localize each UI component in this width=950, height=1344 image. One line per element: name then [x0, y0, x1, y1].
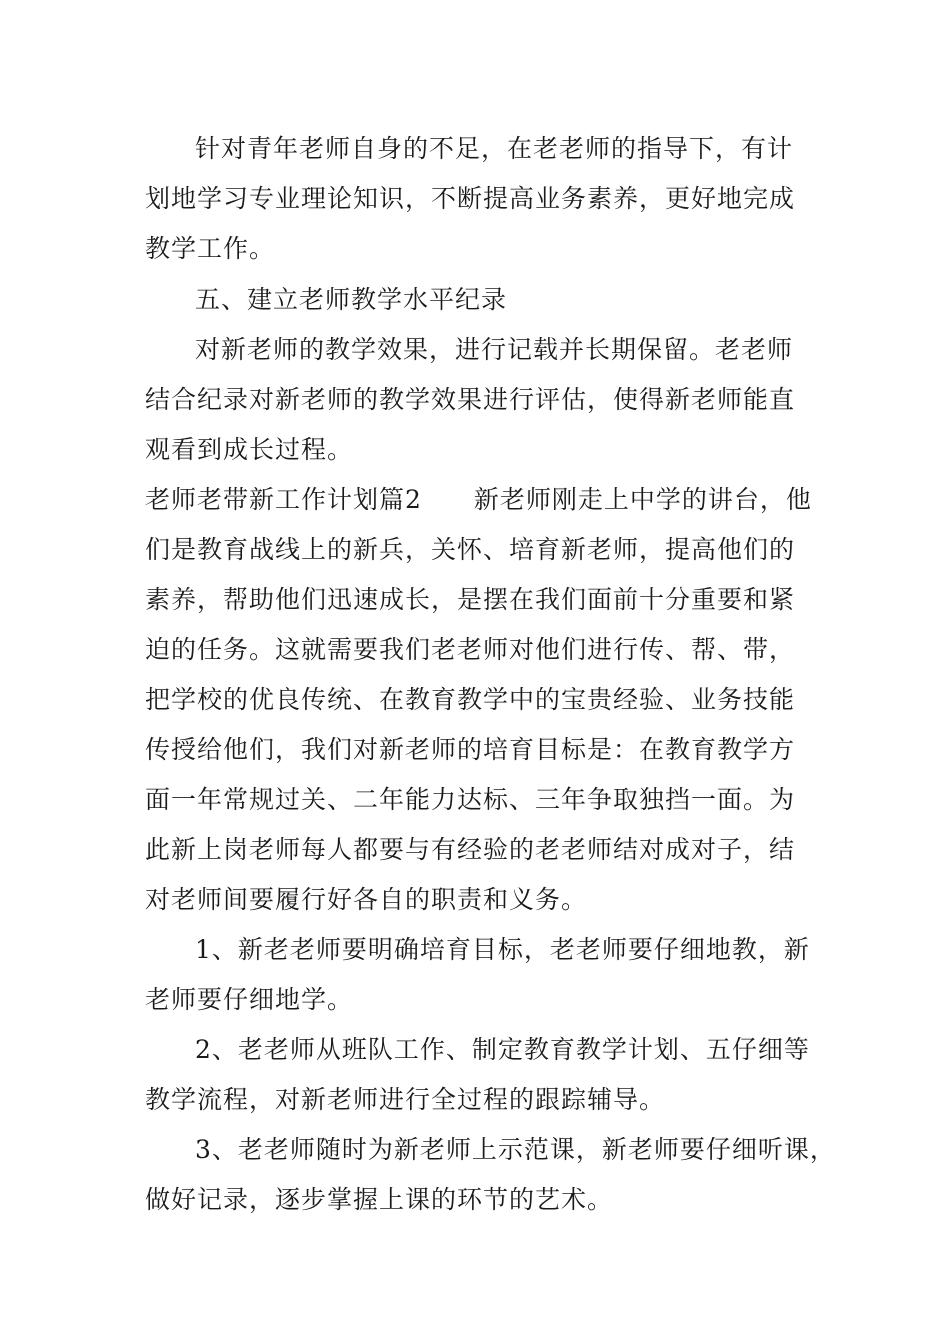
- paragraph-line: [145, 484, 812, 516]
- paragraph-line: 对新老师的教学效果，进行记载并长期保留。老老师: [195, 335, 794, 364]
- paragraph-line: 教学工作。: [145, 234, 276, 263]
- paragraph-text: 新老师刚走上中学的讲台，他: [473, 485, 812, 514]
- paragraph-line: 迫的任务。这就需要我们老老师对他们进行传、帮、带，: [145, 635, 796, 664]
- paragraph-line: 观看到成长过程。: [145, 435, 354, 464]
- paragraph-line: 传授给他们，我们对新老师的培育目标是：在教育教学方: [145, 735, 796, 764]
- list-item-line: 老师要仔细地学。: [145, 985, 354, 1014]
- article-title: 老师老带新工作计划篇2: [145, 485, 422, 514]
- paragraph-line: 此新上岗老师每人都要与有经验的老老师结对成对子，结: [145, 835, 796, 864]
- list-item-line: 1、新老老师要明确培育目标，老老师要仔细地教，新: [195, 935, 810, 964]
- section-heading: 五、建立老师教学水平纪录: [195, 285, 508, 314]
- paragraph-line: 划地学习专业理论知识，不断提高业务素养，更好地完成: [145, 184, 796, 213]
- paragraph-line: 把学校的优良传统、在教育教学中的宝贵经验、业务技能: [145, 685, 796, 714]
- paragraph-line: 对老师间要履行好各自的职责和义务。: [145, 885, 588, 914]
- paragraph-line: 面一年常规过关、二年能力达标、三年争取独挡一面。为: [145, 785, 796, 814]
- paragraph-line: 针对青年老师自身的不足，在老老师的指导下，有计: [195, 134, 794, 163]
- list-item-line: 做好记录，逐步掌握上课的环节的艺术。: [145, 1185, 614, 1214]
- list-item-line: 2、老老师从班队工作、制定教育教学计划、五仔细等: [195, 1035, 810, 1064]
- paragraph-line: 结合纪录对新老师的教学效果进行评估，使得新老师能直: [145, 385, 796, 414]
- list-item-line: 3、老老师随时为新老师上示范课，新老师要仔细听课，: [195, 1135, 836, 1164]
- list-item-line: 教学流程，对新老师进行全过程的跟踪辅导。: [145, 1085, 666, 1114]
- paragraph-line: 们是教育战线上的新兵，关怀、培育新老师，提高他们的: [145, 535, 796, 564]
- paragraph-line: 素养，帮助他们迅速成长，是摆在我们面前十分重要和紧: [145, 585, 796, 614]
